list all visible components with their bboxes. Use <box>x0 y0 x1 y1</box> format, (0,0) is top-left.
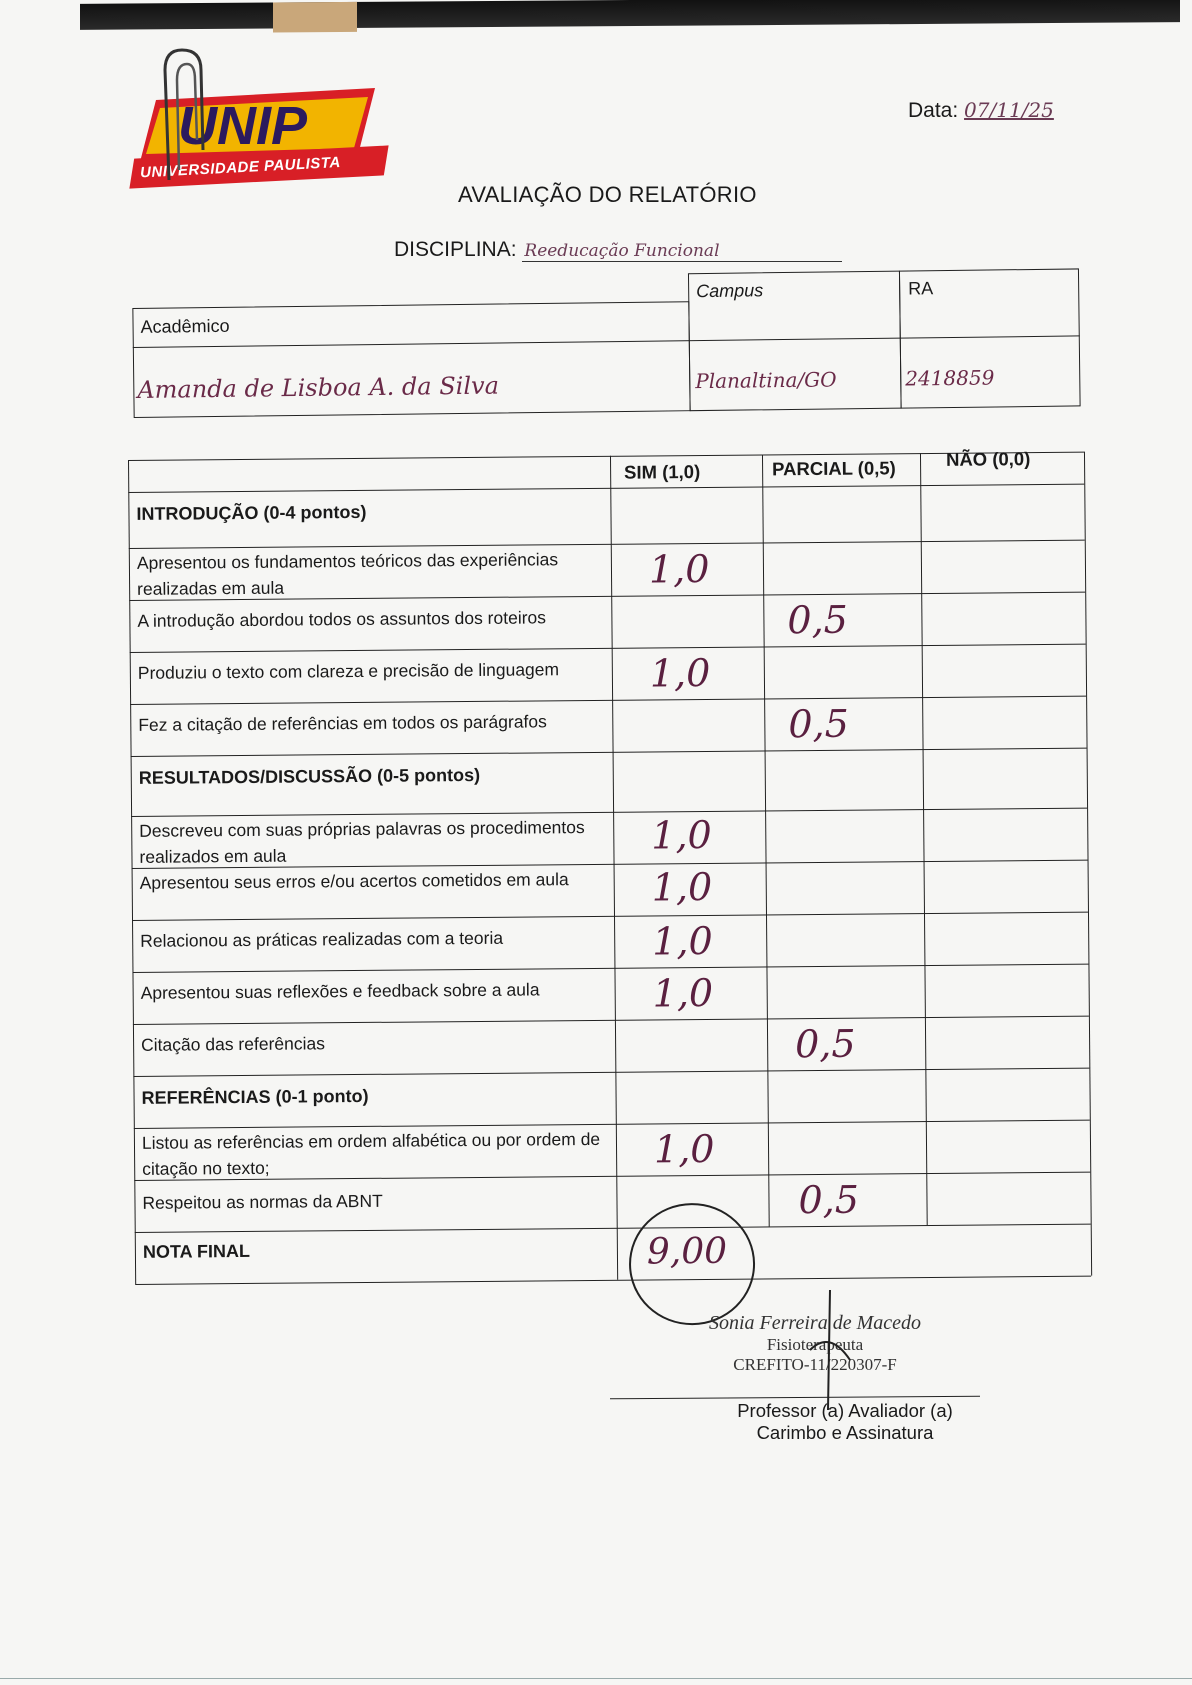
grade-parcial: 0,5 <box>798 1177 860 1223</box>
final-grade-value: 9,00 <box>646 1230 728 1273</box>
criterion-label: A introdução abordou todos os assuntos dos roteiros <box>137 607 547 631</box>
grid-line <box>132 912 1088 921</box>
criterion-label: Descreveu com suas próprias palavras os procedimentos realizados em aula <box>139 817 585 867</box>
criterion-label: Respeitou as normas da ABNT <box>142 1190 383 1213</box>
grid-vline <box>762 454 770 1226</box>
discipline-label: DISCIPLINA: <box>394 238 517 261</box>
grade-sim: 1,0 <box>653 1126 715 1172</box>
grade-sim: 1,0 <box>652 970 714 1016</box>
criterion-label: Apresentou suas reflexões e feedback sobre a aula <box>140 979 540 1003</box>
signature-caption <box>690 1400 1000 1444</box>
grade-parcial: 0,5 <box>788 701 849 747</box>
campus-value: Planaltina/GO <box>695 367 837 394</box>
grade-sim: 1,0 <box>651 812 712 858</box>
ra-value: 2418859 <box>905 365 995 391</box>
paperclip-icon <box>157 40 217 190</box>
evaluation-grid <box>128 448 1091 1300</box>
discipline-value: Reeducação Funcional <box>522 241 842 262</box>
grid-line <box>135 1276 1091 1285</box>
scan-bottom-edge <box>0 1678 1192 1679</box>
grid-vline <box>1084 452 1092 1276</box>
academic-label: Acadêmico <box>140 315 230 337</box>
academic-value: Amanda de Lisboa A. da Silva <box>137 371 500 404</box>
criterion-label: Apresentou os fundamentos teóricos das experiências realizadas em aula <box>136 549 559 599</box>
col-nao-header: NÃO (0,0) <box>945 448 1031 470</box>
grid-line <box>128 452 1084 461</box>
page-title: AVALIAÇÃO DO RELATÓRIO <box>458 182 757 207</box>
grid-line <box>128 484 1084 493</box>
grid-line <box>130 644 1086 653</box>
criterion-label: Relacionou as práticas realizadas com a teoria <box>140 927 504 951</box>
logo-tagline: UNIVERSIDADE PAULISTA <box>139 153 342 182</box>
grid-vline <box>920 453 928 1225</box>
date-field <box>908 98 1054 123</box>
grid-line <box>133 1016 1089 1025</box>
criterion-label: Citação das referências <box>141 1033 326 1055</box>
grid-line <box>133 1068 1089 1077</box>
grade-sim: 1,0 <box>648 546 710 592</box>
stamp-crefito: CREFITO-11/220307-F <box>733 1355 897 1374</box>
criterion-label: Listou as referências em ordem alfabética ou por ordem de citação no texto; <box>141 1128 601 1179</box>
grade-parcial: 0,5 <box>787 597 849 643</box>
final-grade-label: NOTA FINAL <box>142 1240 250 1262</box>
signature-line1: Professor (a) Avaliador (a) <box>737 1400 953 1421</box>
col-sim-header: SIM (1,0) <box>624 461 701 483</box>
campus-label: Campus <box>696 280 764 302</box>
criterion-label: Produziu o texto com clareza e precisão de linguagem <box>137 659 560 683</box>
grid-line <box>130 696 1086 705</box>
signature-line2: Carimbo e Assinatura <box>756 1422 934 1443</box>
discipline-field <box>394 238 842 262</box>
grid-line <box>132 964 1088 973</box>
date-label: Data: <box>908 99 959 122</box>
section-title: INTRODUÇÃO (0-4 pontos) <box>136 501 367 524</box>
grid-line <box>135 1224 1091 1233</box>
criterion-label: Fez a citação de referências em todos os parágrafos <box>138 711 547 735</box>
grade-sim: 1,0 <box>652 918 713 964</box>
date-value: 07/11/25 <box>964 98 1054 122</box>
stamp-role: Fisioterapeuta <box>766 1335 864 1354</box>
scan-tab <box>273 2 357 33</box>
section-title: RESULTADOS/DISCUSSÃO (0-5 pontos) <box>138 764 481 788</box>
grade-sim: 1,0 <box>651 864 713 910</box>
grid-vline <box>128 460 136 1284</box>
criterion-label: Apresentou seus erros e/ou acertos cometidos em aula <box>139 869 569 893</box>
section-title: REFERÊNCIAS (0-1 ponto) <box>141 1085 369 1108</box>
col-parcial-header: PARCIAL (0,5) <box>772 457 896 480</box>
logo-brand-text: UNIP <box>178 96 308 156</box>
grid-line <box>131 748 1087 757</box>
ra-label: RA <box>908 278 934 299</box>
stamp-name: Sonia Ferreira de Macedo <box>709 1312 921 1334</box>
grade-sim: 1,0 <box>649 650 711 696</box>
grade-parcial: 0,5 <box>794 1021 856 1067</box>
student-info-table <box>132 268 1081 418</box>
signature-line <box>610 1396 980 1400</box>
scan-top-edge <box>80 0 1180 30</box>
